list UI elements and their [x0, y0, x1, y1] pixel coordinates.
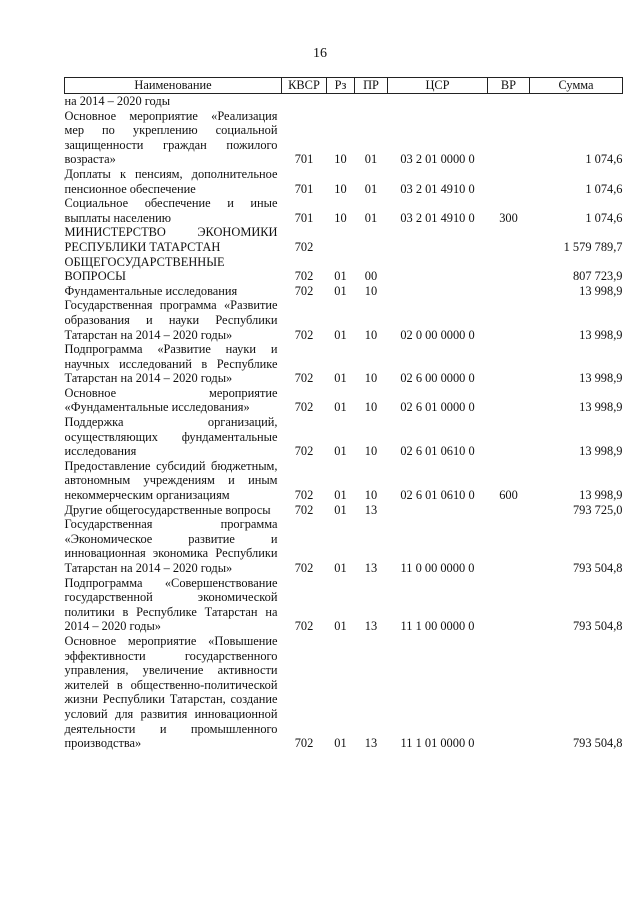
- cell-vr: [488, 298, 530, 342]
- table-row: [65, 255, 623, 284]
- cell-kvsr: 702: [294, 619, 314, 634]
- cell-csr: [388, 255, 488, 284]
- cell-sum: 1 074,6: [585, 210, 623, 225]
- cell-name: МИНИСТЕРСТВО ЭКОНОМИКИ РЕСПУБЛИКИ ТАТАРСТАН: [64, 225, 278, 254]
- cell-vr: [488, 342, 530, 386]
- cell-rz: 01: [334, 444, 347, 459]
- cell-name: Доплаты к пенсиям, дополнительное пенсионное обеспечение: [64, 166, 278, 196]
- cell-vr: 300: [499, 210, 518, 225]
- cell-kvsr: 701: [294, 210, 314, 225]
- table-row: [65, 167, 623, 196]
- cell-kvsr: 702: [294, 488, 314, 503]
- col-header-kvsr: КВСР: [282, 78, 327, 94]
- page-number: 16: [313, 46, 327, 61]
- cell-kvsr: 701: [294, 181, 314, 196]
- cell-kvsr: 702: [294, 371, 314, 386]
- cell-vr: [488, 576, 530, 634]
- cell-csr: 02 6 01 0000 0: [400, 400, 475, 415]
- cell-rz: 10: [334, 152, 347, 167]
- cell-rz: 01: [334, 283, 347, 298]
- cell-csr: 11 1 00 0000 0: [400, 619, 475, 634]
- cell-rz: 01: [334, 371, 347, 386]
- cell-rz: 01: [334, 561, 347, 575]
- cell-name: Основное мероприятие «Реализация мер по укреплению социальной защищенности граждан пожилого возраста»: [64, 108, 278, 167]
- cell-csr: [388, 284, 488, 299]
- cell-sum: 1 579 789,7: [563, 239, 623, 254]
- cell-kvsr: [282, 94, 327, 109]
- cell-rz: 10: [334, 210, 347, 225]
- cell-pr: 10: [364, 488, 378, 503]
- cell-pr: 01: [364, 152, 378, 167]
- cell-csr: 11 0 00 0000 0: [400, 561, 475, 575]
- budget-table: [64, 77, 623, 751]
- cell-kvsr: 702: [294, 327, 314, 342]
- cell-vr: [488, 109, 530, 167]
- cell-sum: 793 725,0: [572, 502, 623, 517]
- col-header-csr: ЦСР: [388, 78, 488, 94]
- cell-name: Социальное обеспечение и иные выплаты населению: [64, 196, 278, 225]
- cell-rz: 01: [334, 269, 347, 284]
- cell-csr: 02 0 00 0000 0: [400, 327, 475, 342]
- cell-kvsr: 701: [294, 152, 314, 167]
- cell-sum: [530, 94, 623, 109]
- cell-csr: 11 1 01 0000 0: [400, 736, 475, 751]
- cell-sum: 13 998,9: [579, 371, 623, 386]
- cell-sum: 793 504,8: [572, 561, 623, 575]
- cell-pr: 13: [364, 619, 378, 634]
- cell-kvsr: 702: [294, 269, 314, 284]
- cell-csr: 03 2 01 4910 0: [400, 181, 475, 196]
- cell-sum: 793 504,8: [572, 736, 623, 751]
- cell-csr: 03 2 01 4910 0: [400, 210, 475, 225]
- cell-name: Подпрограмма «Развитие науки и научных исследований в Республике Татарстан на 2014 – 2020 годы»: [64, 342, 278, 386]
- cell-vr: [488, 503, 530, 518]
- cell-name: на 2014 – 2020 годы: [64, 94, 171, 108]
- cell-csr: [388, 503, 488, 518]
- cell-sum: 1 074,6: [585, 152, 623, 167]
- table-row: [65, 459, 623, 503]
- col-header-name: Наименование: [65, 78, 282, 94]
- col-header-sum: Сумма: [530, 78, 623, 94]
- table-row: [65, 342, 623, 386]
- cell-csr: [388, 94, 488, 109]
- cell-sum: 1 074,6: [585, 181, 623, 196]
- cell-csr: 02 6 00 0000 0: [400, 371, 475, 386]
- table-row: [65, 196, 623, 225]
- col-header-vr: ВР: [488, 78, 530, 94]
- cell-pr: 10: [364, 327, 378, 342]
- cell-vr: [488, 94, 530, 109]
- cell-pr: 10: [364, 400, 378, 415]
- cell-rz: 01: [334, 488, 347, 503]
- cell-vr: [488, 634, 530, 751]
- cell-pr: 10: [364, 283, 378, 298]
- table-row: [65, 284, 623, 299]
- cell-rz: [327, 94, 355, 109]
- table-row: [65, 94, 623, 109]
- cell-name: Другие общегосударственные вопросы: [64, 502, 271, 517]
- cell-pr: 13: [364, 736, 378, 751]
- cell-sum: 807 723,9: [572, 269, 623, 284]
- table-row: [65, 109, 623, 167]
- cell-pr: 10: [364, 444, 378, 459]
- cell-kvsr: 702: [294, 400, 314, 415]
- col-header-pr: ПР: [355, 78, 388, 94]
- col-header-rz: Рз: [327, 78, 355, 94]
- cell-rz: 01: [334, 502, 347, 517]
- cell-sum: 13 998,9: [579, 444, 623, 459]
- cell-vr: [488, 167, 530, 196]
- cell-kvsr: 702: [294, 561, 314, 575]
- table-row: [65, 517, 623, 575]
- cell-sum: 793 504,8: [572, 619, 623, 634]
- cell-pr: 01: [364, 181, 378, 196]
- cell-pr: [355, 225, 388, 254]
- cell-vr: [488, 386, 530, 415]
- cell-kvsr: 702: [294, 283, 314, 298]
- table-header-row: [65, 78, 623, 94]
- table-row: [65, 225, 623, 254]
- cell-name: Поддержка организаций, осуществляющих фундаментальные исследования: [64, 415, 278, 459]
- cell-name: Государственная программа «Развитие образования и науки Республики Татарстан на 2014 – 2020 годы»: [64, 298, 278, 342]
- table-row: [65, 298, 623, 342]
- cell-pr: 01: [364, 210, 378, 225]
- table-row: [65, 634, 623, 751]
- cell-vr: [488, 284, 530, 299]
- cell-kvsr: 702: [294, 502, 314, 517]
- table-body: [65, 94, 623, 751]
- cell-vr: [488, 415, 530, 459]
- cell-rz: 01: [334, 736, 347, 751]
- cell-name: Государственная программа «Экономическое развитие и инновационная экономика Республики Татарстан на 2014 – 2020 годы»: [64, 517, 278, 575]
- cell-vr: 600: [499, 488, 518, 503]
- cell-csr: [388, 225, 488, 254]
- cell-csr: 02 6 01 0610 0: [400, 444, 475, 459]
- table-row: [65, 503, 623, 518]
- cell-rz: 01: [334, 619, 347, 634]
- cell-pr: 00: [364, 269, 378, 284]
- cell-vr: [488, 255, 530, 284]
- cell-csr: 03 2 01 0000 0: [400, 152, 475, 167]
- cell-name: ОБЩЕГОСУДАРСТВЕННЫЕ ВОПРОСЫ: [64, 254, 225, 284]
- cell-rz: [327, 225, 355, 254]
- cell-sum: 13 998,9: [579, 400, 623, 415]
- table-row: [65, 415, 623, 459]
- cell-pr: 10: [364, 371, 378, 386]
- cell-name: Фундаментальные исследования: [64, 283, 238, 298]
- cell-kvsr: 702: [294, 239, 314, 254]
- cell-sum: 13 998,9: [579, 283, 623, 298]
- table-row: [65, 576, 623, 634]
- cell-csr: 02 6 01 0610 0: [400, 488, 475, 503]
- cell-name: Предоставление субсидий бюджетным, автономным учреждениям и иным некоммерческим организациям: [64, 458, 278, 503]
- cell-name: Основное мероприятие «Повышение эффективности государственного управления, увеличение активности жителей в общественно-политической жизни Республики Татарстан, создание условий для развития инновационной деятельности и промышленного производства»: [64, 633, 278, 751]
- cell-rz: 01: [334, 327, 347, 342]
- cell-rz: 01: [334, 400, 347, 415]
- cell-pr: 13: [364, 561, 378, 575]
- cell-kvsr: 702: [294, 444, 314, 459]
- cell-pr: [355, 94, 388, 109]
- cell-pr: 13: [364, 502, 378, 517]
- cell-kvsr: 702: [294, 736, 314, 751]
- cell-name: Подпрограмма «Совершенствование государственной экономической политики в Республике Татарстан на 2014 – 2020 годы»: [64, 575, 278, 634]
- table-row: [65, 386, 623, 415]
- cell-vr: [488, 225, 530, 254]
- cell-sum: 13 998,9: [579, 488, 623, 503]
- cell-sum: 13 998,9: [579, 327, 623, 342]
- cell-name: Основное мероприятие «Фундаментальные исследования»: [64, 385, 278, 415]
- cell-vr: [488, 517, 530, 575]
- cell-rz: 10: [334, 181, 347, 196]
